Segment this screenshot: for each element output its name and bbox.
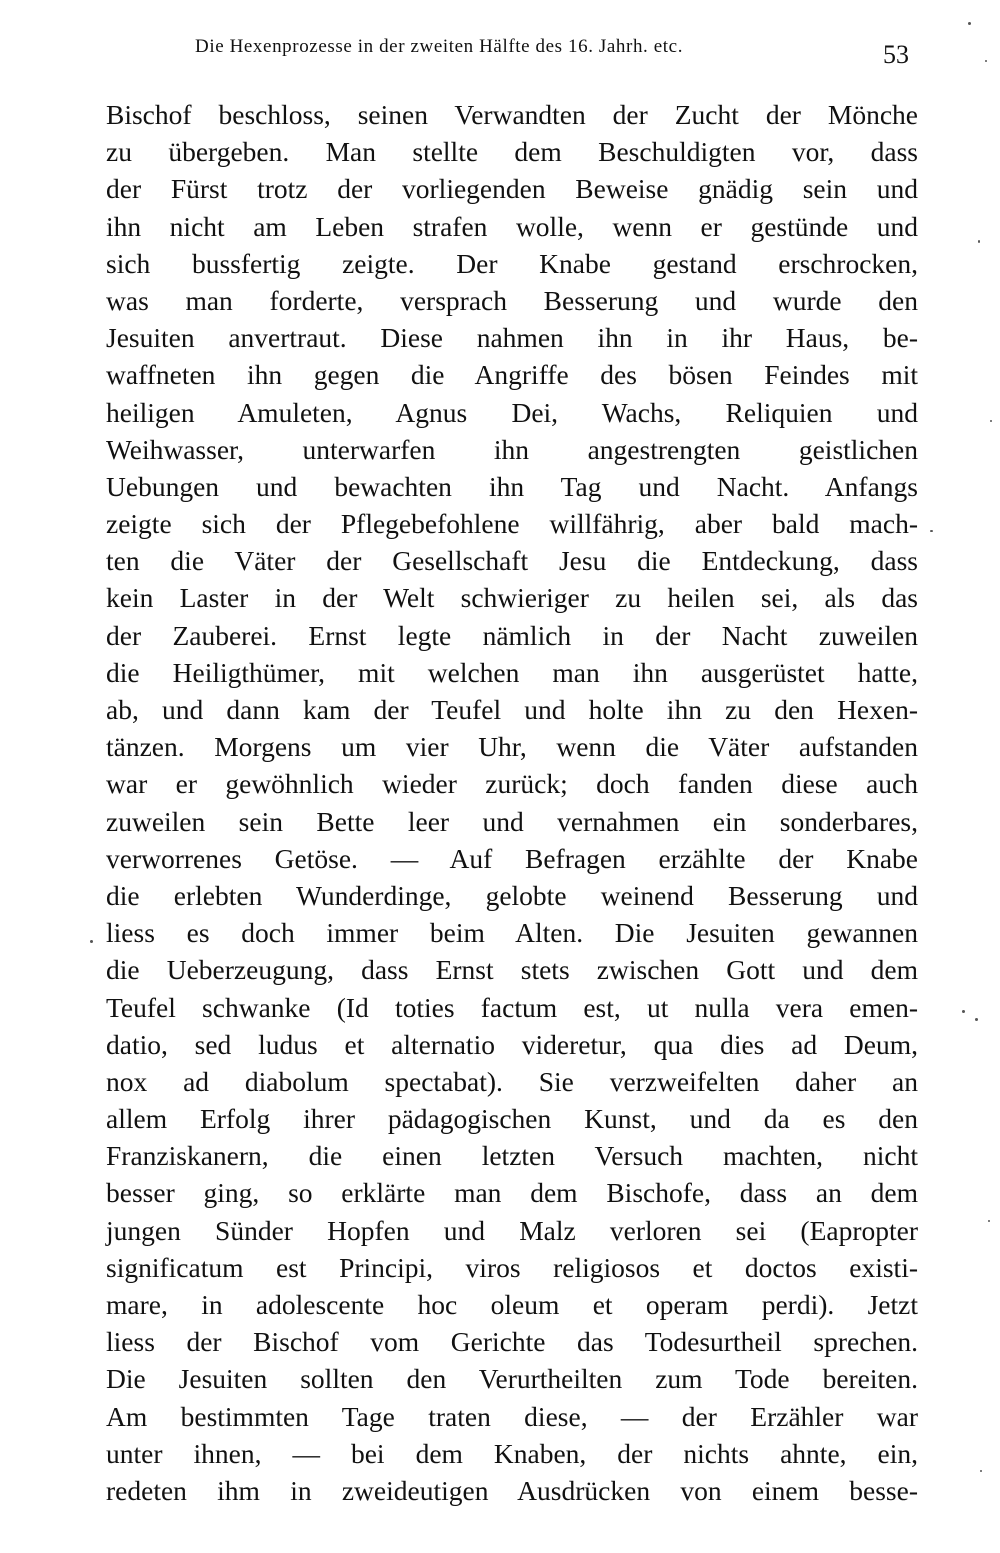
scan-speck (975, 1018, 978, 1021)
scan-speck (978, 240, 980, 243)
text-line: Bischof beschloss, seinen Verwandten der Zucht der Mönche (106, 99, 918, 130)
text-line: mare, in adolescente hoc oleum et operam perdi). Jetzt (106, 1289, 918, 1320)
scan-speck (930, 530, 933, 532)
text-line: ab, und dann kam der Teufel und holte ihn zu den Hexen- (106, 694, 918, 725)
scan-speck (988, 1220, 990, 1222)
text-line: liess es doch immer beim Alten. Die Jesuiten gewannen (106, 917, 918, 949)
scan-speck (968, 22, 971, 25)
text-line: zu übergeben. Man stellte dem Beschuldigten vor, dass (106, 136, 918, 168)
text-line: unter ihnen, — bei dem Knaben, der nichts ahnte, ein, (106, 1437, 918, 1469)
text-line: der Zauberei. Ernst legte nämlich in der Nacht zuweilen (106, 619, 918, 651)
text-line: ihn nicht am Leben strafen wolle, wenn er gestünde und (106, 210, 918, 242)
scan-speck (980, 1470, 982, 1472)
text-line: besser ging, so erklärte man dem Bischofe, dass an dem (106, 1177, 918, 1209)
text-line: die Ueberzeugung, dass Ernst stets zwischen Gott und dem (106, 954, 918, 986)
text-line: heiligen Amuleten, Agnus Dei, Wachs, Reliquien und (106, 396, 918, 428)
text-line: Jesuiten anvertraut. Diese nahmen ihn in ihr Haus, be- (106, 322, 918, 354)
text-line: die Heiligthümer, mit welchen man ihn ausgerüstet hatte, (106, 656, 918, 688)
text-line: jungen Sünder Hopfen und Malz verloren sei (Eapropter (106, 1214, 918, 1246)
text-line: Am bestimmten Tage traten diese, — der Erzähler war (106, 1400, 918, 1432)
page-number: 53 (883, 40, 909, 69)
text-line: datio, sed ludus et alternatio videretur, qua dies ad Deum, (106, 1028, 918, 1060)
running-header: Die Hexenprozesse in der zweiten Hälfte des 16. Jahrh. etc. (195, 36, 684, 57)
text-line: Uebungen und bewachten ihn Tag und Nacht. Anfangs (106, 470, 918, 502)
scan-speck (90, 940, 93, 943)
text-line: waffneten ihn gegen die Angriffe des bösen Feindes mit (106, 359, 918, 391)
scan-speck (985, 60, 987, 62)
text-line: die erlebten Wunderdinge, gelobte weinend Besserung und (106, 879, 918, 911)
text-line: der Fürst trotz der vorliegenden Beweise gnädig sein und (106, 173, 918, 205)
text-line: zeigte sich der Pflegebefohlene willfährig, aber bald mach- (106, 508, 918, 540)
scan-speck (990, 420, 992, 422)
text-line: nox ad diabolum spectabat). Sie verzweifelten daher an (106, 1065, 918, 1097)
text-line: verworrenes Getöse. — Auf Befragen erzählte der Knabe (106, 842, 918, 874)
text-line: Weihwasser, unterwarfen ihn angestrengten geistlichen (106, 433, 918, 465)
text-line: ten die Väter der Gesellschaft Jesu die Entdeckung, dass (106, 545, 918, 577)
body-text (106, 96, 918, 1509)
text-line: liess der Bischof vom Gerichte das Todesurtheil sprechen. (106, 1326, 918, 1358)
text-line: Franziskanern, die einen letzten Versuch machten, nicht (106, 1140, 918, 1172)
text-line: Die Jesuiten sollten den Verurtheilten zum Tode bereiten. (106, 1363, 918, 1395)
text-line: kein Laster in der Welt schwieriger zu heilen sei, als das (106, 582, 918, 614)
text-line: redeten ihm in zweideutigen Ausdrücken von einem besse- (106, 1474, 918, 1506)
scan-speck (962, 1010, 965, 1013)
text-line: zuweilen sein Bette leer und vernahmen ein sonderbares, (106, 805, 918, 837)
text-line: significatum est Principi, viros religiosos et doctos existi- (106, 1251, 918, 1283)
text-line: Teufel schwanke (Id toties factum est, ut nulla vera emen- (106, 991, 918, 1023)
text-line: war er gewöhnlich wieder zurück; doch fanden diese auch (106, 768, 918, 800)
text-line: allem Erfolg ihrer pädagogischen Kunst, und da es den (106, 1103, 918, 1135)
text-line: sich bussfertig zeigte. Der Knabe gestand erschrocken, (106, 247, 918, 279)
text-line: was man forderte, versprach Besserung und wurde den (106, 284, 918, 316)
text-line: tänzen. Morgens um vier Uhr, wenn die Väter aufstanden (106, 731, 918, 763)
